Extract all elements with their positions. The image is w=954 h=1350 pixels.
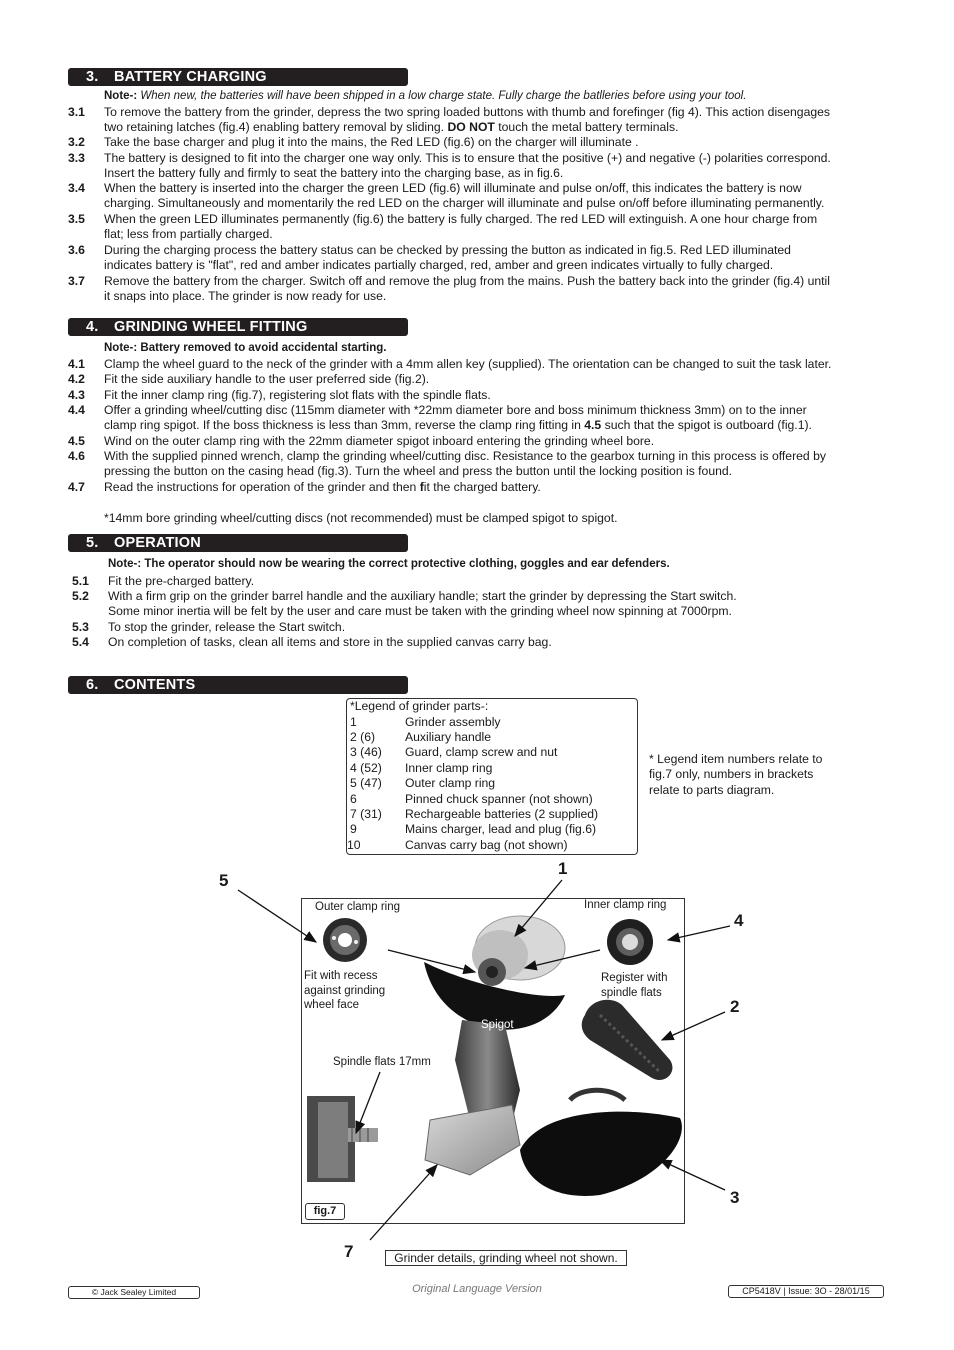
legend-side-note: * Legend item numbers relate to fig.7 only, numbers in brackets relate to parts diagram. [649,752,823,797]
wheel-guard-image [520,1090,682,1196]
callout-number: 1 [558,859,568,878]
battery-note: Note-: When new, the batteries will have been shipped in a low charge state. Fully charge the batlleries before using your tool. [104,90,747,102]
spindle-closeup-image [307,1096,378,1182]
label-register-with-flats: Register with spindle flats [601,972,668,999]
wheel-note: Note-: Battery removed to avoid accidental starting. [104,342,387,354]
outer-clamp-ring-image [323,918,367,962]
section-header-grinding-wheel-fitting: 4. GRINDING WHEEL FITTING [68,318,408,336]
footer-copyright: © Jack Sealey Limited [68,1286,200,1299]
callout-number: 3 [730,1188,740,1207]
section-header-operation: 5. OPERATION [68,534,408,552]
auxiliary-handle-image [582,1000,673,1080]
wheel-footnote: *14mm bore grinding wheel/cutting discs (not recommended) must be clamped spigot to spigot. [104,511,618,525]
callout-number: 7 [344,1242,354,1261]
label-inner-clamp-ring: Inner clamp ring [584,899,667,911]
callout-number: 2 [730,997,740,1016]
figure-tag: fig.7 [305,1203,345,1220]
legend-heading: *Legend of grinder parts-: [350,699,489,713]
section-header-contents: 6. CONTENTS [68,676,408,694]
section-header-battery-charging: 3. BATTERY CHARGING [68,68,408,86]
footer-language: Original Language Version [412,1283,542,1295]
footer-document-ref: CP5418V | Issue: 3O - 28/01/15 [728,1285,884,1298]
operation-note: Note-: The operator should now be wearing the correct protective clothing, goggles and ear defenders. [108,558,670,570]
callout-number: 5 [219,871,229,890]
figure-caption: Grinder details, grinding wheel not shown. [385,1250,627,1266]
label-fit-with-recess: Fit with recess against grinding wheel face [304,970,386,1012]
legend-table: *Legend of grinder parts-: 1 Grinder assembly 2 (6) Auxiliary handle 3 (46) Guard, clamp screw and nut 4 (52) Inner clamp ring 5 (47) Outer clamp ring 6 Pinned chuck spanner (not shown) 7 (31) Rechargeable batteries (2 supplied) 9 Mains charger, lead and plug (fig.6) 10 Canvas carry bag (not shown) [346,698,638,855]
callout-number: 4 [734,911,744,930]
label-spindle-flats: Spindle flats 17mm [333,1056,431,1068]
inner-clamp-ring-image [607,919,653,965]
label-outer-clamp-ring: Outer clamp ring [315,901,401,913]
label-spigot: Spigot [481,1019,514,1031]
